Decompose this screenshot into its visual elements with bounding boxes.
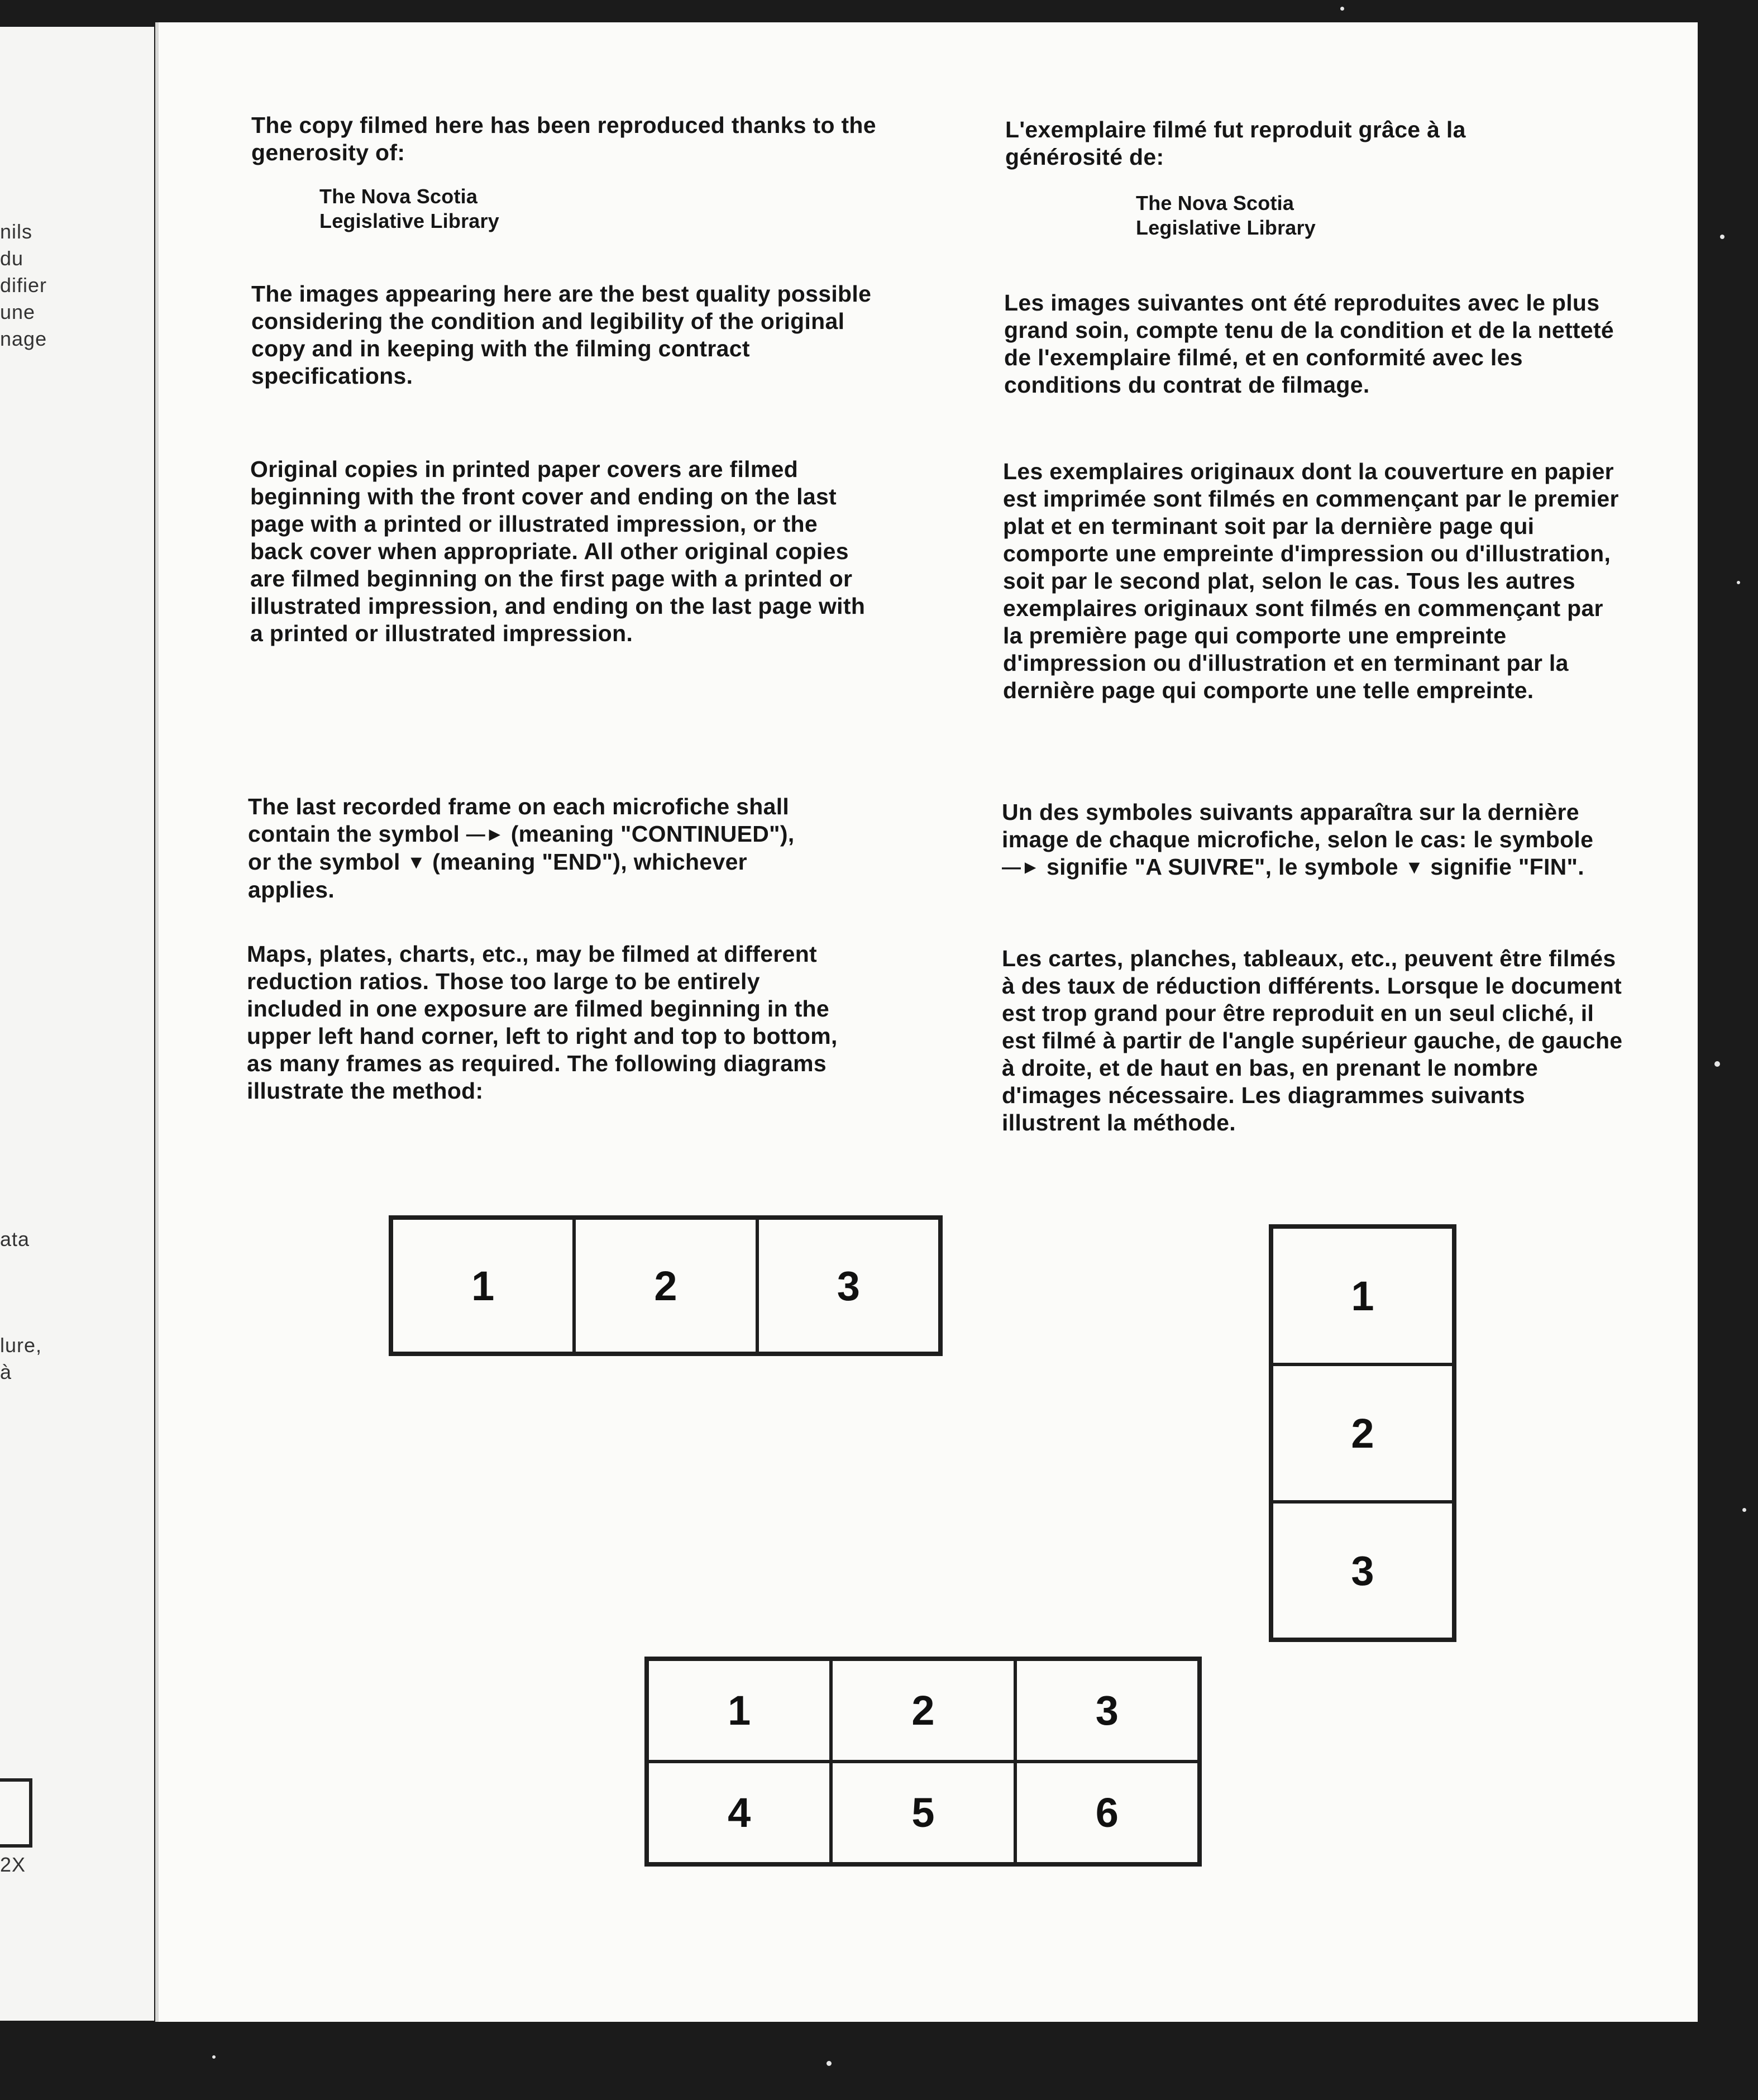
film-speck — [1714, 1061, 1720, 1067]
french-images-text: Les images suivantes ont été reproduites avec le plus grand soin, compte tenu de la condition et de la netteté de l'exemplaire filmé, et en conformité avec les conditions du contrat de filmage. — [1004, 290, 1614, 398]
left-fragment: 2X — [0, 1853, 26, 1876]
film-speck — [1720, 235, 1724, 239]
english-maps-paragraph — [247, 941, 856, 1105]
french-thanks — [1005, 116, 1575, 171]
diagram-cell: 6 — [1015, 1762, 1199, 1864]
left-fragment: du — [0, 247, 24, 270]
french-originals-paragraph — [1003, 458, 1628, 704]
film-speck — [1340, 7, 1344, 11]
end-triangle-icon: ▼ — [407, 852, 426, 873]
french-maps-text: Les cartes, planches, tableaux, etc., peuvent être filmés à des taux de réduction différents. Lorsque le document est trop grand pour être reproduit en un seul cliché, il est filmé à partir de l'angle supérieur gauche, de gauche à droite, et de haut en bas, en prenant le nombre d'images nécessaire. Les diagrammes suivants illustrent la méthode. — [1002, 946, 1623, 1135]
diagram-vertical — [1269, 1224, 1456, 1642]
french-thanks-text: L'exemplaire filmé fut reproduit grâce à la générosité de: — [1005, 117, 1466, 170]
diagram-grid — [644, 1657, 1202, 1867]
french-originals-text: Les exemplaires originaux dont la couverture en papier est imprimée sont filmés en commençant par le premier plat et en terminant soit par la dernière page qui comporte une empreinte d'impression ou d'illustration, soit par le second plat, selon le cas. Tous les autres exemplaires originaux sont filmés en commençant par la première page qui comporte une empreinte d'impression ou d'illustration et en terminant par la dernière page qui comporte une telle empreinte. — [1003, 459, 1619, 703]
french-symbols-text — [1002, 799, 1594, 881]
film-speck — [212, 2055, 216, 2059]
left-fragment: lure, — [0, 1334, 42, 1357]
french-symbols-part1: Un des symboles suivants apparaîtra sur la dernière image de chaque microfiche, selon le cas: le symbole — [1002, 799, 1594, 852]
diagram-cell: 3 — [1015, 1659, 1199, 1762]
french-symbols-paragraph — [1002, 799, 1594, 881]
english-symbols-paragraph — [248, 793, 818, 904]
english-symbols-text — [248, 793, 818, 904]
diagram-cell: 2 — [831, 1659, 1015, 1762]
left-target-box — [0, 1778, 32, 1848]
english-maps-text: Maps, plates, charts, etc., may be filmed at different reduction ratios. Those too large to be entirely included in one exposure are filmed beginning in the upper left hand corner, left to right and top to bottom, as many frames as required. The following diagrams illustrate the method: — [247, 941, 838, 1104]
english-library-line2: Legislative Library — [319, 209, 499, 232]
diagram-cell: 3 — [1272, 1502, 1454, 1639]
diagram-cell: 1 — [647, 1659, 831, 1762]
english-images-paragraph — [251, 280, 882, 390]
french-library-name — [1136, 191, 1527, 240]
left-fragment: nage — [0, 327, 47, 350]
english-thanks-text: The copy filmed here has been reproduced thanks to the generosity of: — [251, 112, 876, 165]
left-fragment: nils — [0, 220, 33, 243]
continued-arrow-icon: —► — [466, 824, 504, 845]
english-library-line1: The Nova Scotia — [319, 185, 478, 208]
english-originals-paragraph — [250, 456, 876, 647]
english-library-name — [319, 184, 710, 233]
diagram-cell: 4 — [647, 1762, 831, 1864]
left-fragment: ata — [0, 1228, 30, 1251]
left-fragment: à — [0, 1361, 12, 1383]
french-symbols-part3: signifie "FIN". — [1430, 854, 1584, 880]
french-images-paragraph — [1004, 289, 1618, 399]
english-thanks — [251, 112, 894, 166]
french-maps-paragraph — [1002, 945, 1627, 1137]
continued-arrow-icon: —► — [1002, 857, 1040, 878]
french-library-line1: The Nova Scotia — [1136, 192, 1294, 214]
left-fragment: difier — [0, 274, 47, 297]
french-library-line2: Legislative Library — [1136, 216, 1316, 239]
diagram-cell: 1 — [391, 1218, 574, 1353]
diagram-cell: 3 — [757, 1218, 940, 1353]
english-images-text: The images appearing here are the best quality possible considering the condition and legibility of the original copy and in keeping with the filming contract specifications. — [251, 281, 872, 389]
diagram-horizontal — [389, 1215, 943, 1356]
film-speck — [827, 2061, 832, 2066]
english-originals-text: Original copies in printed paper covers are filmed beginning with the front cover and ending on the last page with a printed or illustrated impression, or the back cover when appropriate. All other original copies are filmed beginning on the first page with a printed or illustrated impression, and ending on the last page with a printed or illustrated impression. — [250, 456, 866, 646]
diagram-cell: 5 — [831, 1762, 1015, 1864]
film-speck — [1742, 1508, 1746, 1512]
diagram-cell: 2 — [574, 1218, 757, 1353]
document-page — [159, 22, 1698, 2022]
end-triangle-icon: ▼ — [1405, 857, 1424, 878]
previous-page-edge — [0, 27, 154, 2021]
left-fragment: une — [0, 300, 36, 323]
diagram-cell: 2 — [1272, 1364, 1454, 1502]
diagram-cell: 1 — [1272, 1227, 1454, 1364]
french-symbols-part2: signifie "A SUIVRE", le symbole — [1046, 854, 1398, 880]
film-speck — [1737, 581, 1740, 584]
english-symbols-part3: (meaning "END"), whichever applies. — [248, 849, 747, 903]
english-symbols-part1: The last recorded frame on each microfiche shall contain the symbol — [248, 794, 790, 847]
english-symbols-part2: (meaning "CONTINUED"), or the symbol — [248, 821, 795, 875]
